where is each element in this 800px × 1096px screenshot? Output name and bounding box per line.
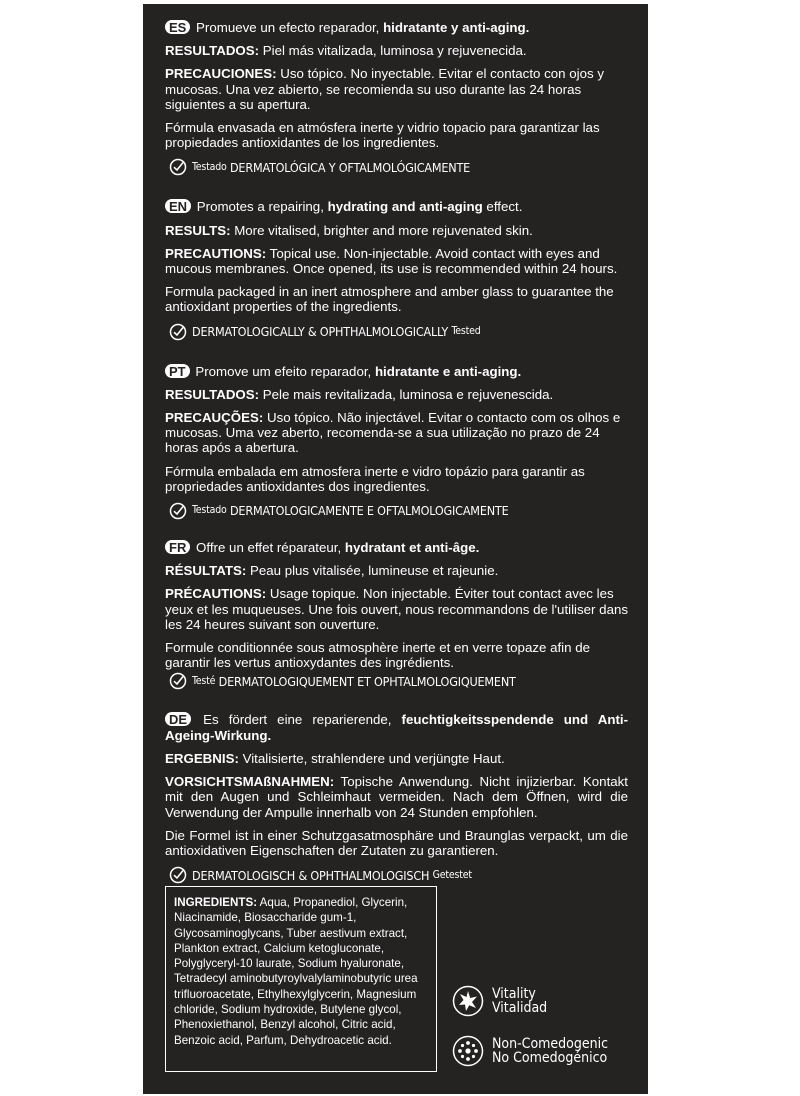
results-pt xyxy=(165,387,628,402)
non-comedogenic-en: Non-Comedogenic xyxy=(492,1035,609,1052)
vitality-burst-icon xyxy=(452,985,484,1017)
check-circle-icon xyxy=(169,866,187,884)
intro-text: Promueve un efecto reparador, xyxy=(196,20,384,35)
tested-badge-pt xyxy=(169,502,628,520)
lang-tag-pt: PT xyxy=(165,364,190,378)
vitality-claim xyxy=(452,985,547,1017)
precautions-label: PRECAUÇÕES: xyxy=(165,410,264,426)
badge-small: Testado xyxy=(192,504,227,517)
intro-pt xyxy=(165,364,628,379)
section-pt xyxy=(165,364,628,520)
precautions-label: PRECAUTIONS: xyxy=(165,245,267,261)
results-fr xyxy=(165,563,628,578)
results-label: RESULTADOS: xyxy=(165,43,260,59)
non-comedogenic-es: No Comedogénico xyxy=(492,1050,608,1066)
results-label: RÉSULTATS: xyxy=(165,563,247,579)
badge-small: Getestet xyxy=(432,868,472,881)
intro-bold: hidratante e anti-aging. xyxy=(374,363,522,379)
tested-badge-es xyxy=(169,158,628,176)
results-text: Piel más vitalizada, luminosa y rejuvenecida. xyxy=(259,43,527,59)
tested-badge-fr xyxy=(169,672,628,690)
lang-tag-es: ES xyxy=(165,20,190,34)
formula-en: Formula packaged in an inert atmosphere and amber glass to guarantee the antioxidant properties of the ingredients. xyxy=(165,284,614,315)
results-label: RESULTADOS: xyxy=(165,386,260,402)
non-comedogenic-icon xyxy=(452,1035,484,1067)
tested-badge-en xyxy=(169,323,628,341)
section-en xyxy=(165,199,628,340)
check-circle-icon xyxy=(169,672,187,690)
intro-text: Promove um efeito reparador, xyxy=(195,363,375,379)
precautions-text: Uso tópico. Não injectável. Evitar o contacto com os olhos e mucosas. Uma vez aberto, recomenda-se a sua utilização no prazo de 24 horas após a abertura. xyxy=(165,410,621,456)
results-text: Vitalisierte, strahlendere und verjüngte Haut. xyxy=(238,750,505,766)
section-fr xyxy=(165,540,628,690)
check-circle-icon xyxy=(169,502,187,520)
formula-es: Fórmula envasada en atmósfera inerte y vidrio topacio para garantizar las propiedades antioxidantes de los ingredientes. xyxy=(165,120,600,151)
results-text: Peau plus vitalisée, lumineuse et rajeunie. xyxy=(246,563,499,579)
results-text: More vitalised, brighter and more rejuvenated skin. xyxy=(230,222,533,238)
section-es xyxy=(165,20,628,176)
badge-big: DERMATOLOGIQUEMENT ET OPHTALMOLOGIQUEMENT xyxy=(218,673,516,689)
intro-text: Es fördert eine reparierende, xyxy=(203,712,402,728)
badge-big: DERMATOLÓGICA Y OFTALMOLÓGICAMENTE xyxy=(229,159,471,175)
intro-bold: hidratante y anti-aging. xyxy=(383,20,530,35)
badge-small: Testé xyxy=(192,674,216,687)
vitality-es: Vitalidad xyxy=(492,1000,548,1016)
intro-bold: hydratant et anti-âge. xyxy=(344,540,480,556)
intro-fr xyxy=(165,540,628,555)
badge-small: Tested xyxy=(451,325,481,338)
intro-end: effect. xyxy=(482,199,523,215)
precautions-fr xyxy=(165,586,628,632)
ingredients-label: INGREDIENTS: xyxy=(174,896,258,909)
intro-bold: feuchtigkeitsspendende und Anti-Ageing-Wirkung. xyxy=(165,712,628,743)
precautions-label: VORSICHTSMAßNAHMEN: xyxy=(165,774,335,790)
precautions-label: PRECAUCIONES: xyxy=(165,66,277,82)
precautions-text: Topische Anwendung. Nicht injizierbar. Kontakt mit den Augen und Schleimhaut vermeiden. Nach dem Öffnen, wird die Verwendung der Ampulle innerhalb von 24 Stunden empfohlen. xyxy=(165,774,628,820)
intro-text: Promotes a repairing, xyxy=(196,199,328,215)
badge-big: DERMATOLOGICAMENTE E OFTALMOLOGICAMENTE xyxy=(229,503,509,519)
precautions-pt xyxy=(165,410,628,456)
section-de xyxy=(165,712,628,884)
lang-tag-en: EN xyxy=(165,199,191,213)
badge-small: Testado xyxy=(192,160,227,173)
results-de xyxy=(165,751,628,766)
precautions-es xyxy=(165,66,628,112)
results-en xyxy=(165,223,628,238)
results-es xyxy=(165,43,628,58)
intro-de xyxy=(165,712,628,742)
precautions-de xyxy=(165,774,628,820)
lang-tag-fr: FR xyxy=(165,540,190,554)
precautions-text: Uso tópico. No inyectable. Evitar el contacto con ojos y mucosas. Una vez abierto, se recomienda su uso durante las 24 horas siguientes a su apertura. xyxy=(165,66,604,112)
tested-badge-de xyxy=(169,866,628,884)
results-text: Pele mais revitalizada, luminosa e rejuvenescida. xyxy=(259,386,554,402)
formula-de: Die Formel ist in einer Schutzgasatmosphäre und Braunglas verpackt, um die antioxidativen Eigenschaften der Zutaten zu garantieren. xyxy=(165,827,628,858)
precautions-text: Usage topique. Non injectable. Éviter tout contact avec les yeux et les muqueuses. Une fois ouvert, nous recommandons de l'utiliser dans les 24 heures suivant son ouverture. xyxy=(165,586,629,632)
ingredients-box xyxy=(165,886,437,1072)
intro-en xyxy=(165,199,628,214)
lang-tag-de: DE xyxy=(165,712,191,726)
intro-text: Offre un effet réparateur, xyxy=(196,540,345,556)
intro-bold: hydrating and anti-aging xyxy=(327,199,483,215)
ingredients-text: Aqua, Propanediol, Glycerin, Niacinamide, Biosaccharide gum-1, Glycosaminoglycans, Tuber aestivum extract, Plankton extract, Calcium ketogluconate, Polyglyceryl-10 laurate, Sodium hyaluronate, Tetradecyl aminobutyroylvalylaminobutyric urea trifluoroacetate, Ethylhexylglycerin, Magnesium chloride, Sodium hydroxide, Butylene glycol, Phenoxiethanol, Benzyl alcohol, Citric acid, Benzoic acid, Parfum, Dehydroacetic acid. xyxy=(174,896,418,1047)
intro-es xyxy=(165,20,628,35)
check-circle-icon xyxy=(169,158,187,176)
badge-big: DERMATOLOGISCH & OPHTHALMOLOGISCH xyxy=(192,867,430,883)
formula-fr: Formule conditionnée sous atmosphère inerte et en verre topaze afin de garantir les vertus antioxydantes des ingrédients. xyxy=(165,640,591,671)
results-label: RESULTS: xyxy=(165,222,231,238)
precautions-en xyxy=(165,246,628,276)
precautions-text: Topical use. Non-injectable. Avoid contact with eyes and mucous membranes. Once opened, its use is recommended within 24 hours. xyxy=(165,245,618,277)
vitality-en: Vitality xyxy=(492,985,536,1002)
precautions-label: PRÉCAUTIONS: xyxy=(165,586,267,602)
results-label: ERGEBNIS: xyxy=(165,750,239,766)
formula-pt: Fórmula embalada em atmosfera inerte e vidro topázio para garantir as propriedades antioxidantes dos ingredientes. xyxy=(165,463,585,494)
badge-big: DERMATOLOGICALLY & OPHTHALMOLOGICALLY xyxy=(192,324,449,340)
non-comedogenic-claim xyxy=(452,1035,608,1067)
check-circle-icon xyxy=(169,323,187,341)
